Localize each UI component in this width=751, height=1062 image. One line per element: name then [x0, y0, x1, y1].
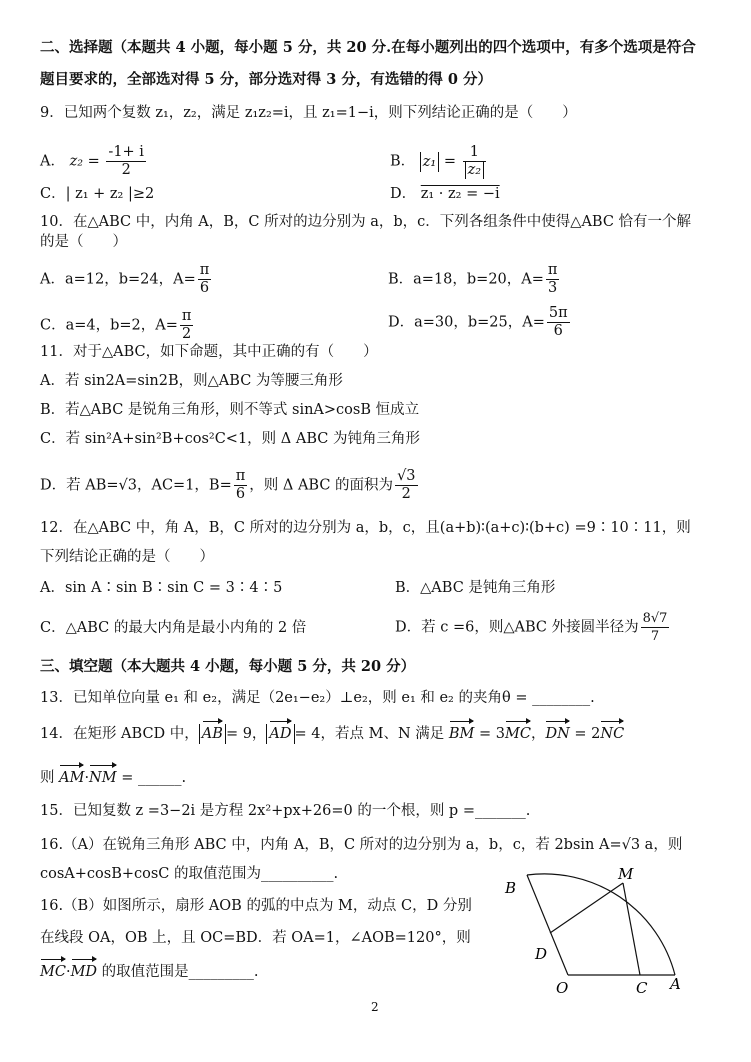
- q11-option-b: B．若△ABC 是锐角三角形，则不等式 sinA>cosB 恒成立: [40, 402, 420, 418]
- q9-option-d: D． z₁ · z₂ = −i: [390, 186, 500, 202]
- q11-stem: 11．对于△ABC，如下命题，其中正确的有（ ）: [40, 344, 378, 360]
- sector-arc: [527, 874, 675, 975]
- q10-option-b: B．a=18，b=20，A= $\frac{\pi}{3}$: [388, 262, 558, 296]
- q9-option-b: B． z₁ = $\frac{1}{\text{z₂}}$: [390, 144, 488, 179]
- q12-option-d: D．若 c =6，则△ABC 外接圆半径为 $\frac{8√7}{7}$: [395, 611, 668, 644]
- q10-option-a: A．a=12，b=24，A= $\frac{\pi}{6}$: [40, 262, 210, 296]
- q12-option-a: A．sin A∶sin B∶sin C = 3∶4∶5: [40, 580, 283, 596]
- q10-option-c: C．a=4，b=2，A= $\frac{\pi}{2}$: [40, 308, 192, 342]
- section2-title-line2: 题目要求的，全部选对得 5 分，部分选对得 3 分，有选错的得 0 分）: [40, 71, 493, 88]
- label-a: A: [670, 975, 681, 993]
- sector-figure: [490, 865, 700, 1000]
- q12-option-c: C．△ABC 的最大内角是最小内角的 2 倍: [40, 620, 307, 636]
- segment-md: [550, 883, 623, 933]
- label-m: M: [618, 865, 634, 883]
- q16b-line1: 16.（B）如图所示，扇形 AOB 的弧的中点为 M，动点 C，D 分别: [40, 898, 472, 914]
- section2-title-line1: 二、选择题（本题共 4 小题，每小题 5 分，共 20 分.在每小题列出的四个选项中，有多个选项是符合: [40, 39, 696, 56]
- label-c: C: [636, 979, 648, 997]
- q10-stem-line2: 的是（ ）: [40, 234, 127, 250]
- q11-option-d: D．若 AB=√3，AC=1，B= $\frac{\pi}{6}$ ，则 Δ ABC 的面积为 $\frac{√3}{2}$: [40, 468, 416, 502]
- page-number: 2: [371, 1000, 379, 1014]
- q10-stem-line1: 10．在△ABC 中，内角 A，B，C 所对的边分别为 a，b，c．下列各组条件中使得△ABC 恰有一个解: [40, 214, 692, 230]
- q13-text: 13．已知单位向量 e₁ 和 e₂，满足（2e₁−e₂）⊥e₂，则 e₁ 和 e₂ 的夹角θ = ________.: [40, 690, 595, 706]
- q16a-line2: cosA+cosB+cosC 的取值范围为__________.: [40, 866, 339, 882]
- q10-option-d: D．a=30，b=25，A= $\frac{5\pi}{6}$: [388, 305, 568, 339]
- q12-option-b: B．△ABC 是钝角三角形: [395, 580, 556, 596]
- section3-title: 三、填空题（本大题共 4 小题，每小题 5 分，共 20 分）: [40, 658, 416, 675]
- q15-text: 15．已知复数 z =3−2i 是方程 2x²+px+26=0 的一个根，则 p =_______.: [40, 803, 531, 819]
- q16b-line2: 在线段 OA，OB 上，且 OC=BD．若 OA=1，∠AOB=120°，则: [40, 930, 471, 946]
- q11-option-a: A．若 sin2A=sin2B，则△ABC 为等腰三角形: [40, 373, 343, 389]
- q16b-line3: MC·MD 的取值范围是_________.: [40, 964, 259, 980]
- q9-stem: 9．已知两个复数 z₁，z₂，满足 z₁z₂=i，且 z₁=1−i，则下列结论正确的是（ ）: [40, 105, 577, 121]
- q16a-line1: 16.（A）在锐角三角形 ABC 中，内角 A，B，C 所对的边分别为 a，b，c，若 2bsin A=√3 a，则: [40, 837, 683, 853]
- label-o: O: [556, 979, 569, 997]
- q9-option-c: C．| z₁ + z₂ |≥2: [40, 186, 155, 202]
- segment-mc: [623, 883, 640, 975]
- label-d: D: [535, 945, 548, 963]
- q14-line2: 则 AM·NM = ______.: [40, 770, 187, 786]
- q12-stem-line1: 12．在△ABC 中，角 A，B，C 所对的边分别为 a，b，c，且(a+b)∶(a+c)∶(b+c) =9∶10∶11，则: [40, 520, 691, 536]
- q12-stem-line2: 下列结论正确的是（ ）: [40, 549, 214, 565]
- q9-option-a: A． z₂ = $\frac{-1+ i}{2}$: [40, 144, 144, 178]
- q11-option-c: C．若 sin²A+sin²B+cos²C<1，则 Δ ABC 为钝角三角形: [40, 431, 420, 447]
- label-b: B: [505, 879, 517, 897]
- q14-line1: 14．在矩形 ABCD 中， AB = 9， AD = 4，若点 M、N 满足 BM = 3MC，DN = 2NC: [40, 726, 625, 742]
